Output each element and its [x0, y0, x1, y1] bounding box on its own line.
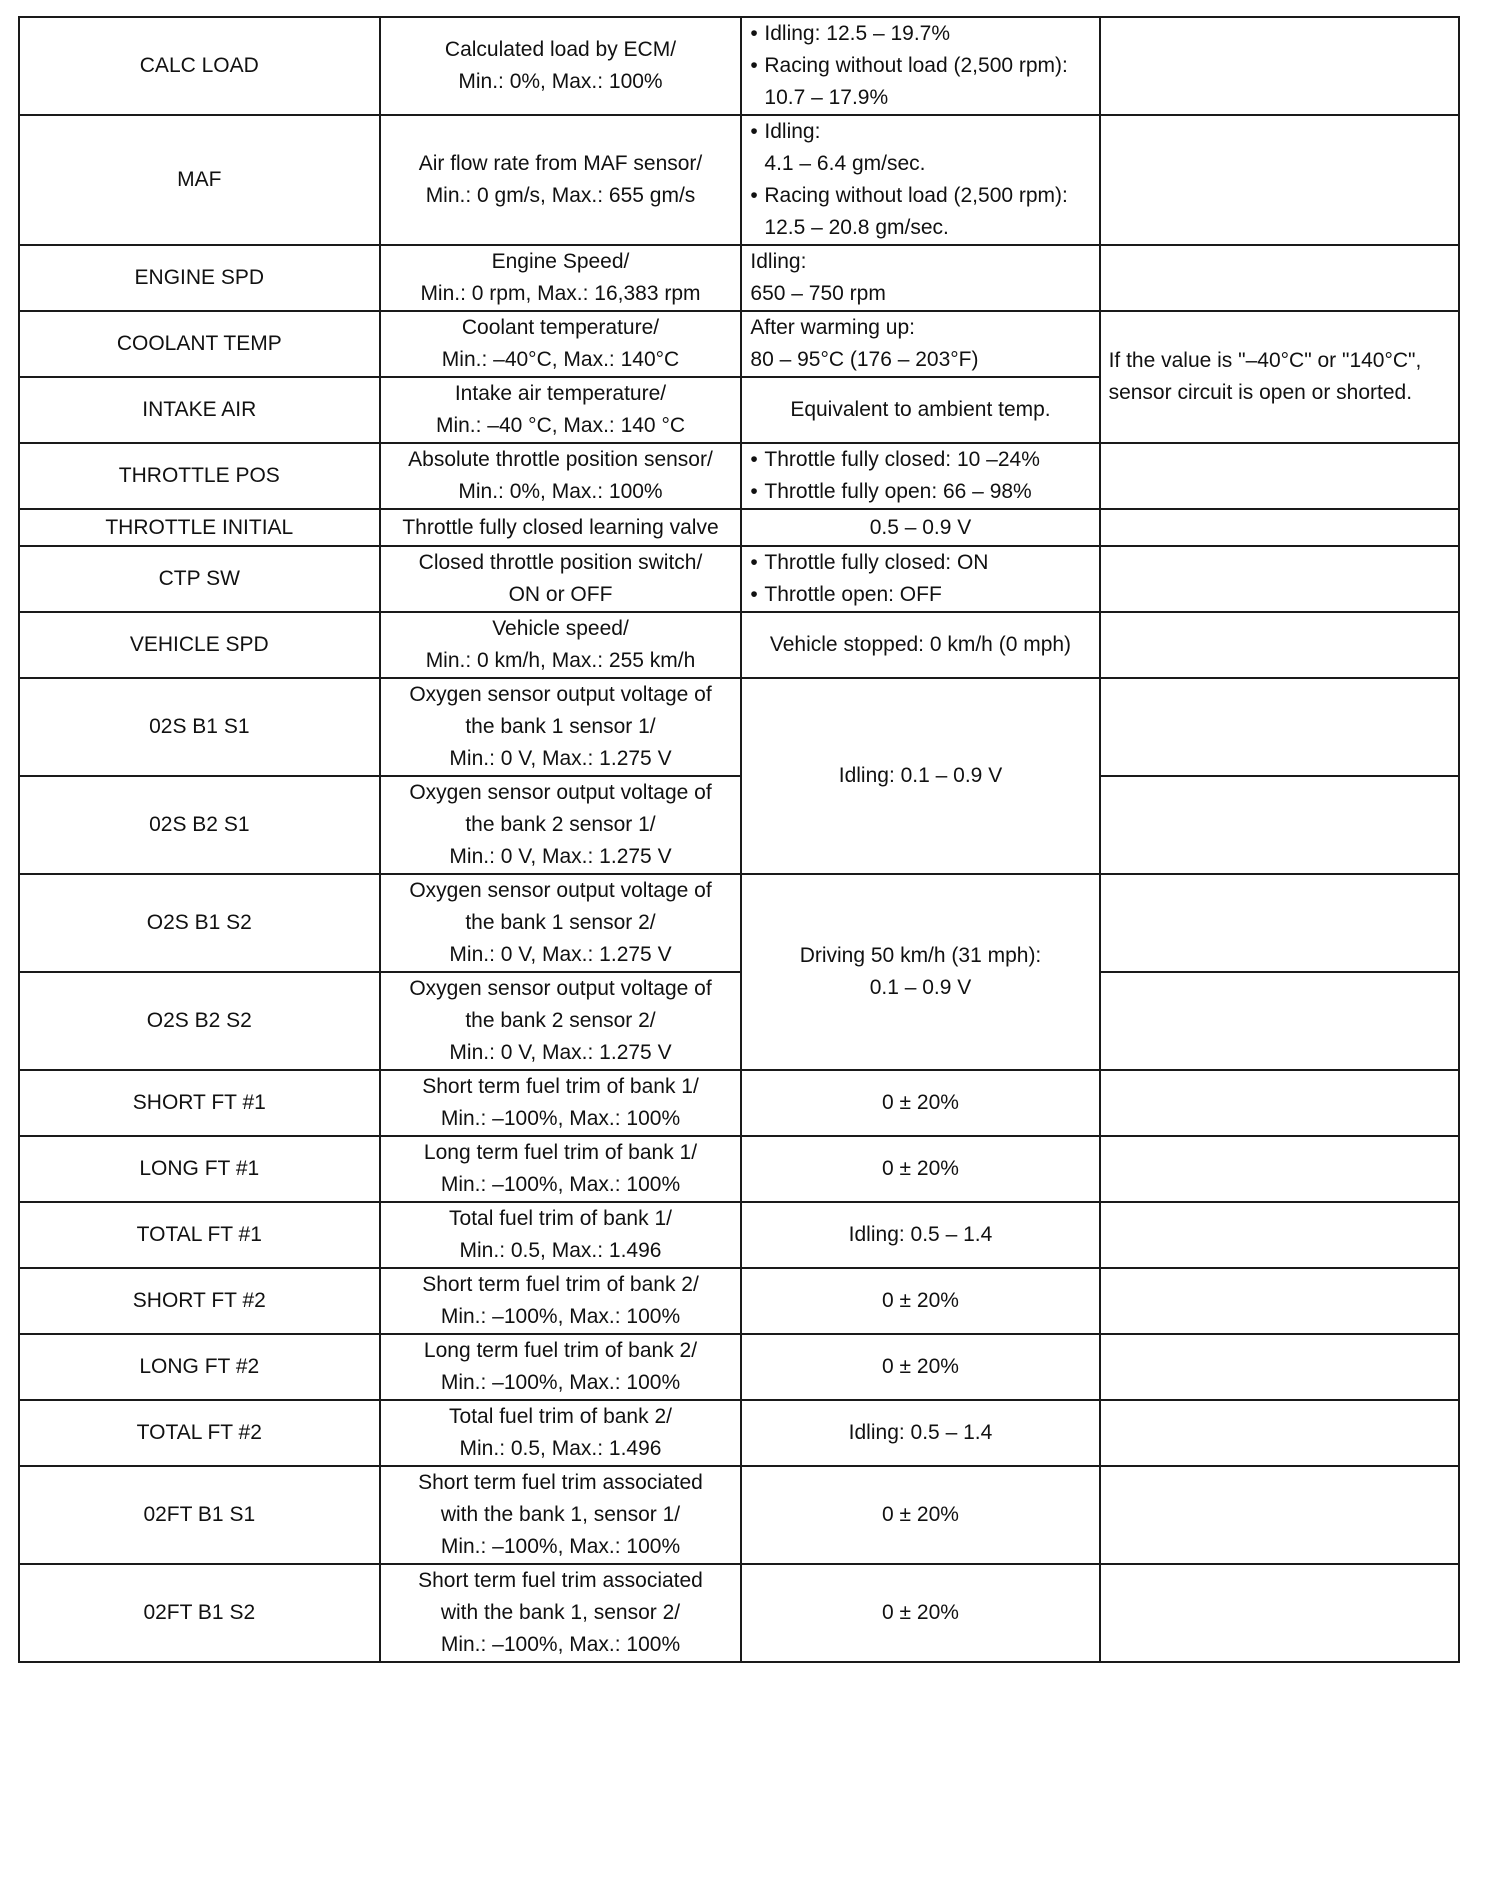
- monitor-item: [19, 1466, 380, 1564]
- monitor-item-label: LONG FT #1: [139, 1157, 260, 1180]
- condition-line: the bank 2 sensor 1/: [465, 813, 656, 836]
- spec-cell: [741, 612, 1099, 678]
- spec-cell: [741, 546, 1099, 612]
- condition-line: Short term fuel trim associated: [418, 1569, 703, 1592]
- remarks-cell: [1100, 1564, 1459, 1662]
- spec-line: After warming up:: [750, 316, 915, 339]
- remarks-cell: [1100, 972, 1459, 1070]
- monitor-item-label: O2S B2 S2: [146, 1009, 252, 1032]
- condition-line: Coolant temperature/: [461, 316, 660, 339]
- remarks-cell: [1100, 115, 1459, 245]
- condition-line: Min.: 0%, Max.: 100%: [458, 70, 663, 93]
- condition-line: Min.: 0.5, Max.: 1.496: [459, 1437, 662, 1460]
- monitor-item-label: CTP SW: [158, 567, 240, 590]
- condition-line: Intake air temperature/: [454, 382, 667, 405]
- table-row: [19, 1136, 1459, 1202]
- spec-bullet: • Throttle open: OFF: [750, 579, 1090, 611]
- condition-cell: [380, 678, 742, 776]
- condition-line: Oxygen sensor output voltage of: [409, 781, 712, 804]
- monitor-item: [19, 776, 380, 874]
- monitor-item: [19, 1268, 380, 1334]
- condition-cell: [380, 874, 742, 972]
- spec-line: 0 ± 20%: [882, 1601, 959, 1624]
- remarks-cell: [1100, 874, 1459, 972]
- condition-cell: [380, 1136, 742, 1202]
- condition-cell: [380, 1070, 742, 1136]
- monitor-item: [19, 678, 380, 776]
- remarks-text: If the value is "–40°C" or "140°C", sensor circuit is open or shorted.: [1108, 349, 1422, 404]
- spec-cell: [741, 678, 1099, 874]
- table-row: [19, 443, 1459, 509]
- table-row: [19, 1400, 1459, 1466]
- spec-cell: [741, 1268, 1099, 1334]
- table-row: [19, 776, 1459, 874]
- condition-line: Min.: 0 gm/s, Max.: 655 gm/s: [425, 184, 696, 207]
- condition-cell: [380, 443, 742, 509]
- spec-line: 0 ± 20%: [882, 1355, 959, 1378]
- spec-line: 650 – 750 rpm: [750, 282, 886, 305]
- condition-cell: [380, 972, 742, 1070]
- condition-line: Throttle fully closed learning valve: [402, 515, 719, 539]
- condition-line: Min.: 0 rpm, Max.: 16,383 rpm: [420, 282, 701, 305]
- remarks-cell: [1100, 612, 1459, 678]
- condition-line: with the bank 1, sensor 1/: [440, 1503, 681, 1526]
- monitor-item-label: SHORT FT #1: [132, 1091, 266, 1114]
- monitor-item: [19, 377, 380, 443]
- spec-cell: [741, 1564, 1099, 1662]
- spec-bullet: • Throttle fully closed: 10 –24%: [750, 444, 1090, 476]
- condition-cell: [380, 1564, 742, 1662]
- spec-line: Idling: 0.1 – 0.9 V: [838, 764, 1003, 787]
- spec-cell: [741, 115, 1099, 245]
- condition-line: Min.: 0 V, Max.: 1.275 V: [449, 943, 672, 966]
- spec-line: Idling: 0.5 – 1.4: [848, 1421, 993, 1444]
- spec-bullet: • Idling:: [750, 116, 1090, 148]
- condition-line: Min.: 0 V, Max.: 1.275 V: [449, 747, 672, 770]
- monitor-item: [19, 1136, 380, 1202]
- condition-cell: [380, 509, 742, 546]
- spec-continuation: 12.5 – 20.8 gm/sec.: [764, 216, 949, 239]
- condition-cell: [380, 776, 742, 874]
- condition-line: Min.: 0 V, Max.: 1.275 V: [449, 845, 672, 868]
- condition-line: the bank 1 sensor 1/: [465, 715, 656, 738]
- condition-line: Min.: 0 km/h, Max.: 255 km/h: [425, 649, 696, 672]
- monitor-item: [19, 612, 380, 678]
- spec-line: 0.1 – 0.9 V: [869, 976, 972, 999]
- condition-line: Min.: –100%, Max.: 100%: [440, 1305, 681, 1328]
- remarks-cell: [1100, 443, 1459, 509]
- table-row: [19, 1466, 1459, 1564]
- condition-cell: [380, 377, 742, 443]
- table-row: [19, 1334, 1459, 1400]
- condition-line: Min.: –100%, Max.: 100%: [440, 1633, 681, 1656]
- condition-line: Min.: –100%, Max.: 100%: [440, 1371, 681, 1394]
- condition-line: Total fuel trim of bank 2/: [449, 1405, 672, 1428]
- monitor-item: [19, 1400, 380, 1466]
- monitor-item: [19, 1202, 380, 1268]
- spec-cell: [741, 1136, 1099, 1202]
- condition-line: Oxygen sensor output voltage of: [409, 879, 712, 902]
- remarks-cell: [1100, 1136, 1459, 1202]
- remarks-cell: [1100, 1268, 1459, 1334]
- condition-line: Short term fuel trim associated: [418, 1471, 703, 1494]
- remarks-cell: [1100, 245, 1459, 311]
- spec-line: 0 ± 20%: [882, 1157, 959, 1180]
- spec-cell: [741, 377, 1099, 443]
- condition-line: Calculated load by ECM/: [444, 38, 677, 61]
- spec-continuation: 4.1 – 6.4 gm/sec.: [764, 152, 926, 175]
- condition-line: Total fuel trim of bank 1/: [449, 1207, 672, 1230]
- spec-line: Equivalent to ambient temp.: [790, 398, 1051, 421]
- condition-line: Short term fuel trim of bank 1/: [422, 1075, 699, 1098]
- table-row: [19, 612, 1459, 678]
- monitor-item: [19, 17, 380, 115]
- spec-bullet: • Throttle fully open: 66 – 98%: [750, 476, 1090, 508]
- remarks-cell: [1100, 1334, 1459, 1400]
- condition-line: Engine Speed/: [491, 250, 630, 273]
- spec-bullet: • Racing without load (2,500 rpm):: [750, 180, 1090, 212]
- table-row: [19, 874, 1459, 972]
- monitor-item: [19, 509, 380, 546]
- condition-line: Absolute throttle position sensor/: [408, 448, 713, 471]
- spec-bullet: • Racing without load (2,500 rpm):: [750, 50, 1090, 82]
- condition-line: Vehicle speed/: [492, 617, 629, 640]
- spec-cell: [741, 509, 1099, 546]
- spec-line: 80 – 95°C (176 – 203°F): [750, 348, 979, 371]
- monitor-item-label: 02FT B1 S2: [143, 1601, 256, 1624]
- spec-cell: [741, 1334, 1099, 1400]
- remarks-cell: [1100, 1070, 1459, 1136]
- monitor-item-label: 02FT B1 S1: [143, 1503, 256, 1526]
- spec-cell: [741, 1070, 1099, 1136]
- table-row: [19, 509, 1459, 546]
- monitor-item-label: VEHICLE SPD: [129, 633, 269, 656]
- condition-cell: [380, 245, 742, 311]
- table-row: [19, 678, 1459, 776]
- table-row: [19, 1268, 1459, 1334]
- table-row: [19, 1070, 1459, 1136]
- spec-line: 0.5 – 0.9 V: [869, 515, 972, 539]
- condition-cell: [380, 1268, 742, 1334]
- condition-line: Oxygen sensor output voltage of: [409, 977, 712, 1000]
- monitor-item: [19, 874, 380, 972]
- remarks-cell: [1100, 1202, 1459, 1268]
- monitor-item-label: CALC LOAD: [139, 54, 259, 77]
- monitor-item-label: THROTTLE INITIAL: [105, 515, 294, 539]
- spec-cell: [741, 17, 1099, 115]
- spec-cell: [741, 1466, 1099, 1564]
- condition-cell: [380, 311, 742, 377]
- remarks-cell: [1100, 509, 1459, 546]
- table-row: [19, 546, 1459, 612]
- condition-line: Min.: –100%, Max.: 100%: [440, 1173, 681, 1196]
- monitor-item: [19, 1070, 380, 1136]
- remarks-cell-temp-note: [1100, 311, 1459, 443]
- monitor-item-label: SHORT FT #2: [132, 1289, 266, 1312]
- monitor-item-label: O2S B1 S2: [146, 911, 252, 934]
- condition-line: Air flow rate from MAF sensor/: [418, 152, 703, 175]
- monitor-item: [19, 546, 380, 612]
- table-row: [19, 311, 1459, 377]
- spec-cell: [741, 245, 1099, 311]
- condition-line: with the bank 1, sensor 2/: [440, 1601, 681, 1624]
- remarks-cell: [1100, 1466, 1459, 1564]
- monitor-item-label: ENGINE SPD: [134, 266, 265, 289]
- table-row: [19, 17, 1459, 115]
- condition-line: Min.: –40°C, Max.: 140°C: [441, 348, 680, 371]
- condition-line: Min.: 0%, Max.: 100%: [458, 480, 663, 503]
- spec-line: Vehicle stopped: 0 km/h (0 mph): [769, 633, 1072, 656]
- condition-cell: [380, 1334, 742, 1400]
- condition-line: Closed throttle position switch/: [418, 551, 703, 574]
- table-row: [19, 245, 1459, 311]
- data-monitor-table: [18, 16, 1460, 1663]
- spec-line: 0 ± 20%: [882, 1503, 959, 1526]
- spec-bullet: • Throttle fully closed: ON: [750, 547, 1090, 579]
- condition-cell: [380, 1400, 742, 1466]
- condition-line: Min.: –100%, Max.: 100%: [440, 1107, 681, 1130]
- monitor-item: [19, 1334, 380, 1400]
- condition-line: Min.: –40 °C, Max.: 140 °C: [435, 414, 686, 437]
- table-row: [19, 115, 1459, 245]
- condition-line: Short term fuel trim of bank 2/: [422, 1273, 699, 1296]
- spec-continuation: 10.7 – 17.9%: [764, 86, 889, 109]
- condition-line: the bank 1 sensor 2/: [465, 911, 656, 934]
- spec-line: 0 ± 20%: [882, 1289, 959, 1312]
- remarks-cell: [1100, 546, 1459, 612]
- remarks-cell: [1100, 776, 1459, 874]
- spec-cell: [741, 443, 1099, 509]
- spec-line: 0 ± 20%: [882, 1091, 959, 1114]
- condition-line: ON or OFF: [508, 583, 613, 606]
- monitor-item: [19, 115, 380, 245]
- condition-cell: [380, 612, 742, 678]
- monitor-item-label: COOLANT TEMP: [116, 332, 282, 355]
- condition-line: Long term fuel trim of bank 2/: [423, 1339, 698, 1362]
- spec-line: Idling:: [750, 250, 807, 273]
- condition-cell: [380, 1466, 742, 1564]
- condition-line: the bank 2 sensor 2/: [465, 1009, 656, 1032]
- remarks-cell: [1100, 17, 1459, 115]
- monitor-item-label: THROTTLE POS: [118, 464, 280, 487]
- monitor-item-label: INTAKE AIR: [142, 398, 257, 421]
- condition-cell: [380, 546, 742, 612]
- monitor-item-label: LONG FT #2: [139, 1355, 260, 1378]
- condition-line: Long term fuel trim of bank 1/: [423, 1141, 698, 1164]
- spec-cell: [741, 1400, 1099, 1466]
- monitor-item: [19, 972, 380, 1070]
- spec-cell: [741, 1202, 1099, 1268]
- monitor-item: [19, 245, 380, 311]
- monitor-item-label: MAF: [177, 168, 222, 191]
- condition-line: Min.: –100%, Max.: 100%: [440, 1535, 681, 1558]
- spec-line: Driving 50 km/h (31 mph):: [799, 944, 1042, 967]
- condition-line: Oxygen sensor output voltage of: [409, 683, 712, 706]
- spec-bullet: • Idling: 12.5 – 19.7%: [750, 18, 1090, 50]
- condition-cell: [380, 115, 742, 245]
- remarks-cell: [1100, 1400, 1459, 1466]
- monitor-item-label: TOTAL FT #1: [136, 1223, 262, 1246]
- spec-cell: [741, 311, 1099, 377]
- monitor-item-label: TOTAL FT #2: [136, 1421, 262, 1444]
- monitor-item: [19, 311, 380, 377]
- condition-line: Min.: 0 V, Max.: 1.275 V: [449, 1041, 672, 1064]
- spec-line: Idling: 0.5 – 1.4: [848, 1223, 993, 1246]
- table-row: [19, 972, 1459, 1070]
- table-row: [19, 1202, 1459, 1268]
- condition-cell: [380, 1202, 742, 1268]
- remarks-cell: [1100, 678, 1459, 776]
- condition-cell: [380, 17, 742, 115]
- table-row: [19, 1564, 1459, 1662]
- condition-line: Min.: 0.5, Max.: 1.496: [459, 1239, 662, 1262]
- spec-cell: [741, 874, 1099, 1070]
- monitor-item-label: 02S B1 S1: [149, 715, 250, 738]
- monitor-item: [19, 443, 380, 509]
- monitor-item: [19, 1564, 380, 1662]
- monitor-item-label: 02S B2 S1: [149, 813, 250, 836]
